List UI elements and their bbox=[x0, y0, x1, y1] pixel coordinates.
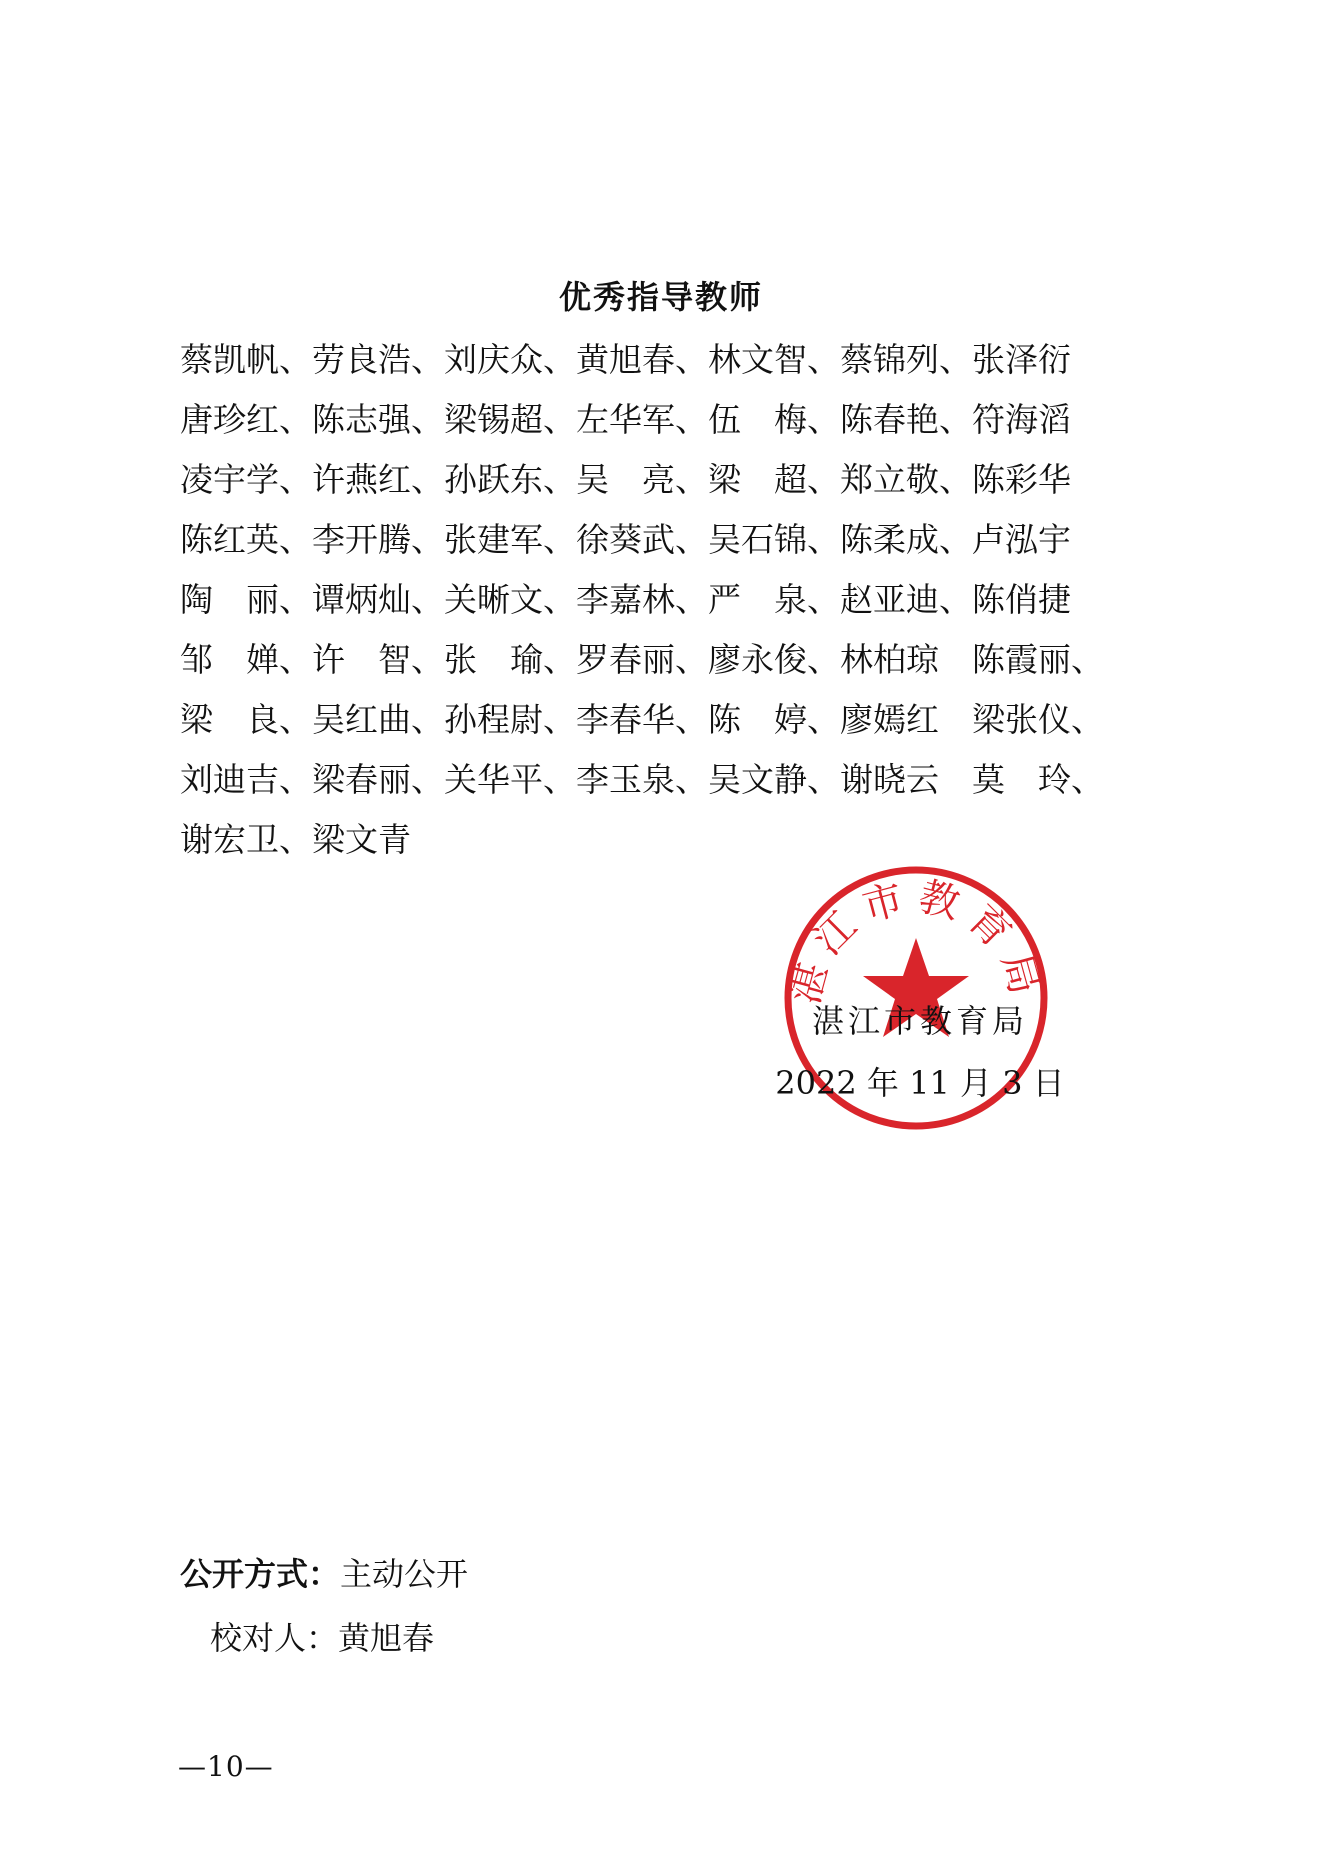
disclosure-line bbox=[180, 1542, 468, 1606]
signature-date: 2022 年 11 月 3 日 bbox=[775, 1064, 1065, 1102]
page-number: —10— bbox=[178, 1750, 274, 1783]
name-line: 蔡凯帆、劳良浩、刘庆众、黄旭春、林文智、蔡锦列、张泽衍 bbox=[180, 340, 1071, 379]
name-line: 陈红英、李开腾、张建军、徐葵武、吴石锦、陈柔成、卢泓宇 bbox=[180, 520, 1071, 559]
name-line: 陶 丽、谭炳灿、关晰文、李嘉林、严 泉、赵亚迪、陈俏捷 bbox=[180, 580, 1071, 619]
signature-block bbox=[760, 990, 1080, 1114]
proofreader-value: 黄旭春 bbox=[338, 1619, 435, 1657]
name-line: 梁 良、吴红曲、孙程尉、李春华、陈 婷、廖嫣红 梁张仪、 bbox=[180, 700, 1104, 739]
signature-organization: 湛江市教育局 bbox=[811, 1002, 1028, 1040]
document-footer bbox=[180, 1542, 468, 1670]
seal-arc-text: 湛江市教育局 bbox=[782, 873, 1050, 1009]
disclosure-label: 公开方式： bbox=[180, 1555, 341, 1593]
teacher-name-list bbox=[180, 330, 1180, 870]
proofreader-label: 校对人： bbox=[210, 1619, 339, 1657]
name-line: 唐珍红、陈志强、梁锡超、左华军、伍 梅、陈春艳、符海滔 bbox=[180, 400, 1071, 439]
proofreader-line bbox=[180, 1606, 468, 1670]
disclosure-value: 主动公开 bbox=[340, 1555, 469, 1593]
section-title: 优秀指导教师 bbox=[558, 278, 763, 316]
name-line: 凌宇学、许燕红、孙跃东、吴 亮、梁 超、郑立敬、陈彩华 bbox=[180, 460, 1071, 499]
name-line: 邹 婵、许 智、张 瑜、罗春丽、廖永俊、林柏琼 陈霞丽、 bbox=[180, 640, 1104, 679]
name-line: 刘迪吉、梁春丽、关华平、李玉泉、吴文静、谢晓云 莫 玲、 bbox=[180, 760, 1104, 799]
name-line: 谢宏卫、梁文青 bbox=[180, 820, 411, 859]
